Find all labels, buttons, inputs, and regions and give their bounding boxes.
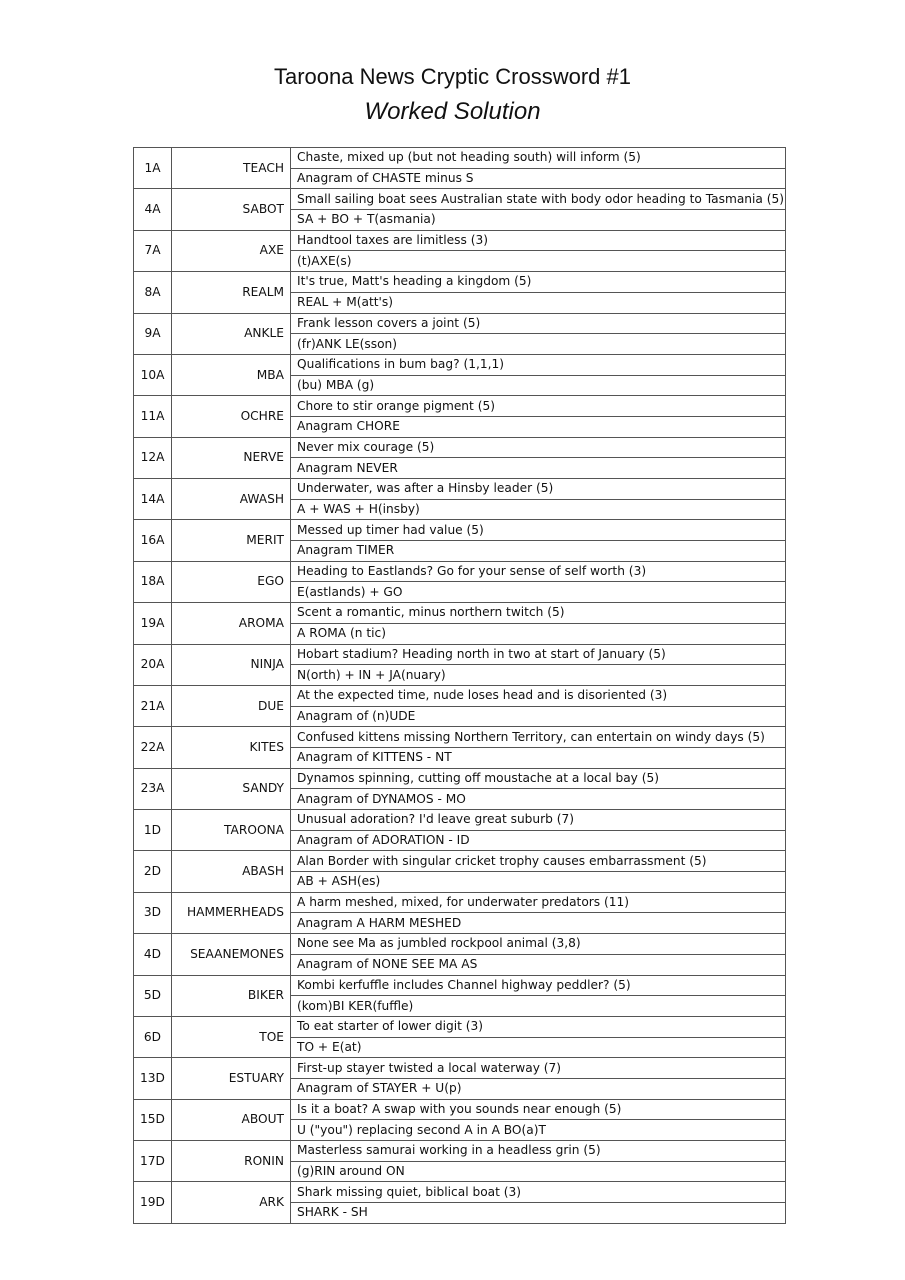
answer: OCHRE: [172, 396, 291, 437]
clue-text: Alan Border with singular cricket trophy causes embarrassment (5): [291, 851, 786, 872]
explanation-text: Anagram of STAYER + U(p): [291, 1078, 786, 1099]
clue-text: Qualifications in bum bag? (1,1,1): [291, 354, 786, 375]
answer: MERIT: [172, 520, 291, 561]
clue-text: Confused kittens missing Northern Territory, can entertain on windy days (5): [291, 727, 786, 748]
clue-number: 10A: [134, 354, 172, 395]
clue-text: First-up stayer twisted a local waterway (7): [291, 1058, 786, 1079]
clue-text: Never mix courage (5): [291, 437, 786, 458]
clue-text: Messed up timer had value (5): [291, 520, 786, 541]
entry-row-clue: [134, 603, 786, 624]
clue-number: 19A: [134, 603, 172, 644]
entry-row-clue: [134, 354, 786, 375]
clue-number: 13D: [134, 1058, 172, 1099]
clue-number: 8A: [134, 272, 172, 313]
answer: ABASH: [172, 851, 291, 892]
answer: EGO: [172, 561, 291, 602]
entry-row-clue: [134, 437, 786, 458]
clue-number: 9A: [134, 313, 172, 354]
clue-number: 19D: [134, 1182, 172, 1223]
entry-row-clue: [134, 934, 786, 955]
entry-row-clue: [134, 1141, 786, 1162]
clue-text: Masterless samurai working in a headless grin (5): [291, 1141, 786, 1162]
explanation-text: (fr)ANK LE(sson): [291, 334, 786, 355]
answer: TAROONA: [172, 810, 291, 851]
entry-row-clue: [134, 479, 786, 500]
explanation-text: Anagram of KITTENS - NT: [291, 747, 786, 768]
clue-number: 1D: [134, 810, 172, 851]
clue-number: 20A: [134, 644, 172, 685]
clue-number: 1A: [134, 148, 172, 189]
entry-row-clue: [134, 810, 786, 831]
entry-row-clue: [134, 313, 786, 334]
entry-row-clue: [134, 1182, 786, 1203]
entry-row-clue: [134, 230, 786, 251]
explanation-text: A ROMA (n tic): [291, 623, 786, 644]
clue-text: Underwater, was after a Hinsby leader (5): [291, 479, 786, 500]
answer: AXE: [172, 230, 291, 271]
explanation-text: (t)AXE(s): [291, 251, 786, 272]
clue-text: At the expected time, nude loses head and is disoriented (3): [291, 685, 786, 706]
clue-number: 22A: [134, 727, 172, 768]
solution-table-body: [134, 148, 786, 1224]
explanation-text: Anagram of (n)UDE: [291, 706, 786, 727]
explanation-text: U ("you") replacing second A in A BO(a)T: [291, 1120, 786, 1141]
answer: ABOUT: [172, 1099, 291, 1140]
explanation-text: SA + BO + T(asmania): [291, 210, 786, 231]
entry-row-clue: [134, 892, 786, 913]
clue-text: Heading to Eastlands? Go for your sense of self worth (3): [291, 561, 786, 582]
answer: BIKER: [172, 975, 291, 1016]
entry-row-clue: [134, 1099, 786, 1120]
clue-number: 11A: [134, 396, 172, 437]
entry-row-clue: [134, 851, 786, 872]
explanation-text: N(orth) + IN + JA(nuary): [291, 665, 786, 686]
clue-text: Handtool taxes are limitless (3): [291, 230, 786, 251]
answer: NERVE: [172, 437, 291, 478]
clue-text: It's true, Matt's heading a kingdom (5): [291, 272, 786, 293]
answer: RONIN: [172, 1141, 291, 1182]
answer: AWASH: [172, 479, 291, 520]
clue-number: 23A: [134, 768, 172, 809]
answer: SABOT: [172, 189, 291, 230]
entry-row-clue: [134, 727, 786, 748]
clue-number: 12A: [134, 437, 172, 478]
explanation-text: TO + E(at): [291, 1037, 786, 1058]
entry-row-clue: [134, 1058, 786, 1079]
entry-row-clue: [134, 768, 786, 789]
clue-number: 21A: [134, 685, 172, 726]
answer: TOE: [172, 1016, 291, 1057]
clue-text: Is it a boat? A swap with you sounds near enough (5): [291, 1099, 786, 1120]
answer: ARK: [172, 1182, 291, 1223]
entry-row-clue: [134, 685, 786, 706]
answer: TEACH: [172, 148, 291, 189]
clue-text: Scent a romantic, minus northern twitch (5): [291, 603, 786, 624]
solution-table: [133, 147, 786, 1224]
answer: SANDY: [172, 768, 291, 809]
explanation-text: Anagram NEVER: [291, 458, 786, 479]
explanation-text: Anagram TIMER: [291, 541, 786, 562]
entry-row-clue: [134, 561, 786, 582]
clue-number: 6D: [134, 1016, 172, 1057]
clue-text: Chore to stir orange pigment (5): [291, 396, 786, 417]
page-subtitle: Worked Solution: [364, 98, 541, 125]
explanation-text: (bu) MBA (g): [291, 375, 786, 396]
clue-text: None see Ma as jumbled rockpool animal (3,8): [291, 934, 786, 955]
clue-number: 4A: [134, 189, 172, 230]
answer: AROMA: [172, 603, 291, 644]
clue-number: 2D: [134, 851, 172, 892]
clue-number: 17D: [134, 1141, 172, 1182]
entry-row-clue: [134, 189, 786, 210]
explanation-text: A + WAS + H(insby): [291, 499, 786, 520]
answer: NINJA: [172, 644, 291, 685]
clue-text: Frank lesson covers a joint (5): [291, 313, 786, 334]
explanation-text: AB + ASH(es): [291, 872, 786, 893]
entry-row-clue: [134, 975, 786, 996]
answer: ANKLE: [172, 313, 291, 354]
clue-number: 14A: [134, 479, 172, 520]
explanation-text: E(astlands) + GO: [291, 582, 786, 603]
entry-row-clue: [134, 148, 786, 169]
clue-number: 7A: [134, 230, 172, 271]
clue-text: Chaste, mixed up (but not heading south) will inform (5): [291, 148, 786, 169]
answer: DUE: [172, 685, 291, 726]
clue-text: Kombi kerfuffle includes Channel highway peddler? (5): [291, 975, 786, 996]
clue-number: 3D: [134, 892, 172, 933]
answer: HAMMERHEADS: [172, 892, 291, 933]
answer: ESTUARY: [172, 1058, 291, 1099]
answer: MBA: [172, 354, 291, 395]
clue-text: Dynamos spinning, cutting off moustache at a local bay (5): [291, 768, 786, 789]
clue-number: 16A: [134, 520, 172, 561]
explanation-text: Anagram of NONE SEE MA AS: [291, 954, 786, 975]
entry-row-clue: [134, 644, 786, 665]
clue-text: Shark missing quiet, biblical boat (3): [291, 1182, 786, 1203]
entry-row-clue: [134, 1016, 786, 1037]
clue-text: Small sailing boat sees Australian state with body odor heading to Tasmania (5): [291, 189, 786, 210]
entry-row-clue: [134, 520, 786, 541]
clue-text: A harm meshed, mixed, for underwater predators (11): [291, 892, 786, 913]
page-title: Taroona News Cryptic Crossword #1: [273, 64, 632, 89]
clue-number: 18A: [134, 561, 172, 602]
explanation-text: (kom)BI KER(fuffle): [291, 996, 786, 1017]
explanation-text: Anagram of ADORATION - ID: [291, 830, 786, 851]
explanation-text: (g)RIN around ON: [291, 1161, 786, 1182]
answer: SEAANEMONES: [172, 934, 291, 975]
clue-text: To eat starter of lower digit (3): [291, 1016, 786, 1037]
answer: REALM: [172, 272, 291, 313]
explanation-text: REAL + M(att's): [291, 292, 786, 313]
explanation-text: Anagram CHORE: [291, 416, 786, 437]
clue-text: Unusual adoration? I'd leave great suburb (7): [291, 810, 786, 831]
clue-text: Hobart stadium? Heading north in two at start of January (5): [291, 644, 786, 665]
explanation-text: Anagram of DYNAMOS - MO: [291, 789, 786, 810]
clue-number: 15D: [134, 1099, 172, 1140]
explanation-text: Anagram A HARM MESHED: [291, 913, 786, 934]
clue-number: 5D: [134, 975, 172, 1016]
answer: KITES: [172, 727, 291, 768]
explanation-text: SHARK - SH: [291, 1203, 786, 1224]
entry-row-clue: [134, 396, 786, 417]
clue-number: 4D: [134, 934, 172, 975]
entry-row-clue: [134, 272, 786, 293]
explanation-text: Anagram of CHASTE minus S: [291, 168, 786, 189]
